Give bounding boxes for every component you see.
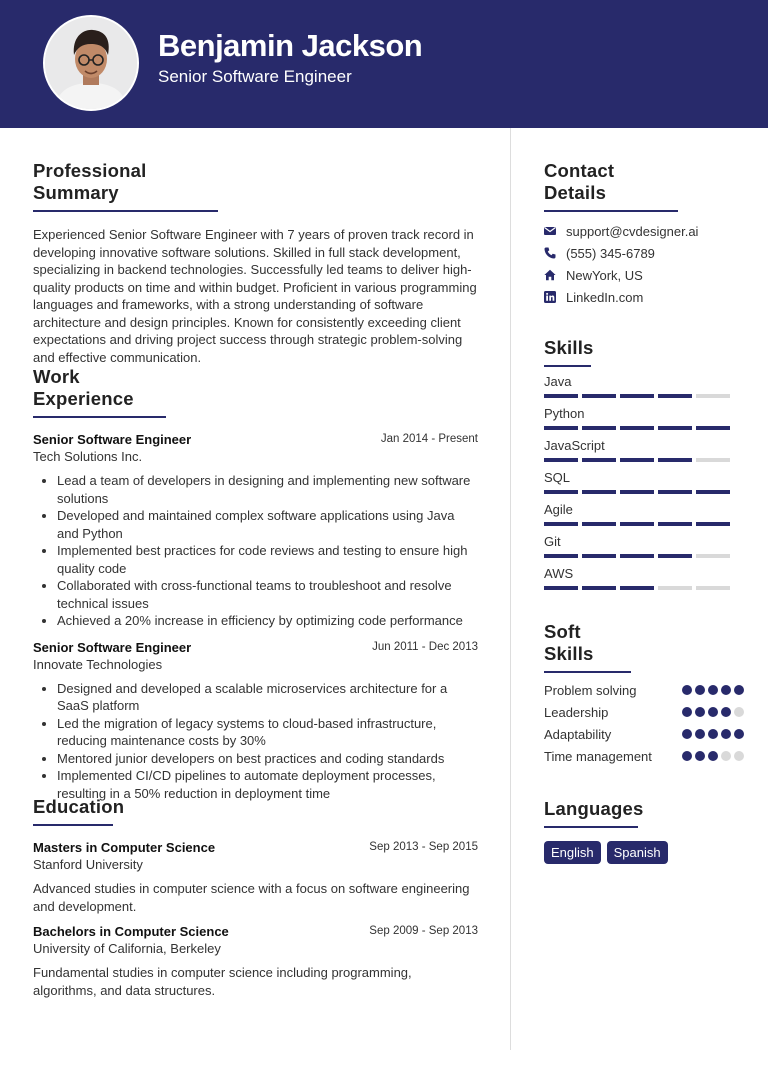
rating-dot	[682, 729, 692, 739]
education-entry	[33, 924, 478, 999]
contact-section	[544, 160, 744, 308]
skill-level-segment	[544, 394, 578, 398]
phone-icon	[544, 247, 556, 259]
rating-dot	[721, 751, 731, 761]
contact-text: LinkedIn.com	[566, 289, 644, 305]
skill-level-segment	[696, 554, 730, 558]
skills-list	[544, 374, 744, 598]
job-bullet: • Led the migration of legacy systems to cloud-based infrastructure, reducing maintenance costs by 30%	[57, 715, 478, 750]
job-entry	[33, 432, 478, 630]
skill-name: Git	[544, 534, 561, 549]
skill-level-segment	[620, 426, 654, 430]
education-description: Fundamental studies in computer science including programming, algorithms, and data structures.	[33, 965, 412, 998]
soft-skills-heading: Soft Skills	[544, 621, 631, 673]
skill-level-segment	[620, 458, 654, 462]
rating-dot	[695, 729, 705, 739]
skill-level-segment	[620, 586, 654, 590]
skill-level-segment	[696, 458, 730, 462]
skill-level-segment	[544, 426, 578, 430]
skill-level-segment	[582, 522, 616, 526]
rating-dot	[708, 729, 718, 739]
rating-dot	[721, 707, 731, 717]
skill-level-segment	[620, 490, 654, 494]
skill-item	[544, 438, 744, 470]
contact-text: support@cvdesigner.ai	[566, 223, 699, 239]
soft-skill-rating	[682, 682, 744, 700]
work-heading: Work Experience	[33, 366, 166, 418]
education-entry	[33, 840, 478, 915]
soft-skill-rating	[682, 704, 744, 722]
skill-level-segment	[696, 490, 730, 494]
rating-dot	[708, 685, 718, 695]
skill-level-bar	[544, 554, 744, 558]
school-name: University of California, Berkeley	[33, 941, 221, 956]
soft-skill-name: Time management	[544, 749, 652, 764]
soft-skill-item	[544, 704, 744, 722]
job-company: Tech Solutions Inc.	[33, 449, 143, 464]
contact-heading: Contact Details	[544, 160, 678, 212]
soft-skill-item	[544, 726, 744, 744]
skill-item	[544, 470, 744, 502]
rating-dot	[695, 685, 705, 695]
rating-dot	[682, 685, 692, 695]
soft-skill-rating	[682, 726, 744, 744]
summary-text: Experienced Senior Software Engineer with 7 years of proven track record in developing innovative software solutions. Skilled in full stack development, specializing in backend technologies. Successfully led teams to deliver high-quality products on time and within budget. Proficient in various programming languages and frameworks, with a strong understanding of software architecture and design principles. Known for consistently exceeding client expectations and driving project success through strategic problem-solving and effective communication.	[33, 227, 477, 365]
rating-dot	[682, 751, 692, 761]
skill-item	[544, 502, 744, 534]
job-bullets	[33, 680, 478, 803]
soft-skills-list	[544, 682, 744, 766]
job-bullet: • Designed and developed a scalable microservices architecture for a SaaS platform	[57, 680, 478, 715]
skill-level-segment	[658, 522, 692, 526]
skill-level-segment	[544, 554, 578, 558]
rating-dot	[734, 751, 744, 761]
job-bullet: • Achieved a 20% increase in efficiency by optimizing code performance	[57, 612, 478, 630]
rating-dot	[695, 751, 705, 761]
soft-skill-rating	[682, 748, 744, 766]
job-date: Jun 2011 - Dec 2013	[372, 640, 478, 653]
job-company: Innovate Technologies	[33, 656, 163, 672]
skill-level-segment	[544, 586, 578, 590]
skill-name: Java	[544, 374, 572, 389]
soft-skill-name: Adaptability	[544, 727, 612, 742]
soft-skills-section	[544, 621, 744, 770]
skill-item	[544, 374, 744, 406]
rating-dot	[734, 729, 744, 739]
skill-level-segment	[658, 458, 692, 462]
education-section	[33, 796, 478, 999]
languages-section	[544, 798, 744, 864]
skill-name: SQL	[544, 470, 571, 485]
contact-email[interactable]	[544, 220, 744, 242]
language-tags	[544, 841, 744, 864]
skill-level-segment	[620, 394, 654, 398]
skill-level-segment	[582, 554, 616, 558]
rating-dot	[734, 685, 744, 695]
education-heading: Education	[33, 796, 113, 826]
work-section	[33, 366, 478, 802]
skill-level-segment	[658, 586, 692, 590]
skill-item	[544, 406, 744, 438]
envelope-icon	[544, 225, 556, 237]
skill-level-segment	[582, 586, 616, 590]
skill-level-segment	[696, 394, 730, 398]
candidate-title: Senior Software Engineer	[158, 67, 352, 86]
contact-linkedin[interactable]	[544, 286, 744, 308]
skill-level-bar	[544, 586, 744, 590]
job-date: Jan 2014 - Present	[380, 433, 478, 445]
degree-name: Masters in Computer Science	[33, 840, 216, 855]
languages-heading: Languages	[544, 798, 638, 828]
resume-header	[0, 0, 768, 128]
job-role: Senior Software Engineer	[33, 639, 192, 655]
education-date: Sep 2013 - Sep 2015	[369, 841, 478, 853]
skill-level-segment	[696, 522, 730, 526]
profile-photo	[45, 17, 137, 109]
skill-level-segment	[544, 458, 578, 462]
skill-level-bar	[544, 522, 744, 526]
soft-skill-item	[544, 748, 744, 766]
job-bullet: • Implemented best practices for code reviews and testing to ensure high quality code	[57, 542, 478, 577]
linkedin-icon	[544, 291, 556, 303]
skills-heading: Skills	[544, 337, 591, 367]
avatar	[43, 15, 139, 111]
soft-skill-name: Problem solving	[544, 683, 637, 698]
rating-dot	[708, 751, 718, 761]
skill-level-segment	[696, 586, 730, 590]
skill-level-segment	[620, 522, 654, 526]
contact-text: NewYork, US	[566, 267, 643, 283]
job-role: Senior Software Engineer	[33, 432, 192, 447]
skill-level-segment	[658, 490, 692, 494]
candidate-name: Benjamin Jackson	[158, 28, 423, 63]
skill-level-segment	[658, 426, 692, 430]
job-bullet: • Collaborated with cross-functional teams to troubleshoot and resolve technical issues	[57, 577, 478, 612]
skill-level-segment	[582, 458, 616, 462]
skill-level-segment	[620, 554, 654, 558]
job-bullet: • Lead a team of developers in designing and implementing new software solutions	[57, 472, 478, 507]
contact-text: (555) 345-6789	[566, 245, 655, 261]
skill-level-bar	[544, 394, 744, 398]
skill-item	[544, 566, 744, 598]
skill-level-segment	[544, 522, 578, 526]
rating-dot	[721, 729, 731, 739]
job-entry	[33, 640, 478, 803]
summary-section	[33, 160, 478, 366]
skill-name: JavaScript	[544, 438, 605, 453]
job-bullet: • Mentored junior developers on best practices and coding standards	[57, 750, 478, 768]
skill-name: AWS	[544, 566, 574, 581]
home-icon	[544, 269, 556, 281]
skill-level-bar	[544, 458, 744, 462]
soft-skill-name: Leadership	[544, 705, 609, 720]
rating-dot	[734, 707, 744, 717]
skill-level-segment	[658, 554, 692, 558]
skill-level-segment	[582, 490, 616, 494]
soft-skill-item	[544, 682, 744, 700]
rating-dot	[721, 685, 731, 695]
degree-name: Bachelors in Computer Science	[33, 924, 229, 939]
skill-item	[544, 534, 744, 566]
contact-phone[interactable]	[544, 242, 744, 264]
school-name: Stanford University	[33, 857, 143, 872]
education-date: Sep 2009 - Sep 2013	[369, 925, 478, 937]
skill-level-segment	[582, 426, 616, 430]
language-tag: English	[544, 841, 601, 864]
skill-name: Python	[544, 406, 585, 421]
education-description: Advanced studies in computer science with a focus on software engineering and development.	[33, 881, 470, 914]
skill-name: Agile	[544, 502, 573, 517]
job-bullet: • Developed and maintained complex software applications using Java and Python	[57, 507, 478, 542]
column-divider	[510, 128, 511, 1050]
job-bullet: • Implemented CI/CD pipelines to automate deployment processes, resulting in a 50% reduction in deployment time	[57, 767, 478, 802]
rating-dot	[708, 707, 718, 717]
skill-level-segment	[582, 394, 616, 398]
skills-section	[544, 337, 744, 598]
skill-level-bar	[544, 490, 744, 494]
rating-dot	[695, 707, 705, 717]
skill-level-bar	[544, 426, 744, 430]
skill-level-segment	[658, 394, 692, 398]
skill-level-segment	[544, 490, 578, 494]
skill-level-segment	[696, 426, 730, 430]
job-bullets	[33, 472, 478, 630]
summary-heading: Professional Summary	[33, 160, 218, 212]
contact-location	[544, 264, 744, 286]
language-tag: Spanish	[607, 841, 668, 864]
rating-dot	[682, 707, 692, 717]
